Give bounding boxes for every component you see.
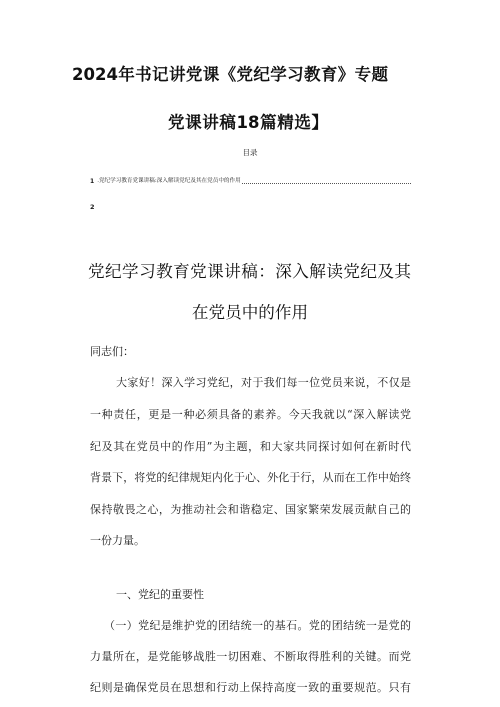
toc-entry-row [88,174,411,186]
paragraph-line: 大家好！深入学习党纪，对于我们每一位党员来说，不仅是 [116,376,411,389]
toc-entry[interactable] [88,174,411,214]
toc-dot-leader [242,183,411,184]
toc-heading: 目录 [242,148,258,157]
document-title-line: 2024年书记讲党课《党纪学习教育》专题 [72,65,388,84]
article-heading-line: 党纪学习教育党课讲稿：深入解读党纪及其 [88,262,411,281]
paragraph-line: 一份力量。 [90,534,145,547]
paragraph-line: 纪及其在党员中的作用”为主题，和大家共同探讨如何在新时代 [90,440,411,453]
salutation: 同志们： [90,345,134,358]
toc-entry-page-number: 2 [90,203,95,211]
paragraph-line: 力量所在，是党能够战胜一切困难、不断取得胜利的关键。而党 [90,650,411,663]
section-heading: 一、党纪的重要性 [116,588,204,601]
paragraph-line: （一）党纪是维护党的团结统一的基石。党的团结统一是党的 [104,619,411,632]
paragraph-line: 保持敬畏之心，为推动社会和谐稳定、国家繁荣发展贡献自己的 [90,503,411,516]
document-title-line: 党课讲稿18篇精选】 [168,113,328,132]
paragraph-line: 纪则是确保党员在思想和行动上保持高度一致的重要规范。只有 [90,681,411,694]
toc-entry-number: 1 [90,178,95,185]
article-heading-line: 在党员中的作用 [191,303,309,322]
paragraph-line: 一种责任，更是一种必须具备的素养。今天我就以“深入解读党 [90,408,411,421]
toc-entry-text: .党纪学习教育党课讲稿:深入解读党纪及其在党员中的作用 [97,178,241,184]
paragraph-line: 背景下，将党的纪律规矩内化于心、外化于行，从而在工作中始终 [90,471,411,484]
